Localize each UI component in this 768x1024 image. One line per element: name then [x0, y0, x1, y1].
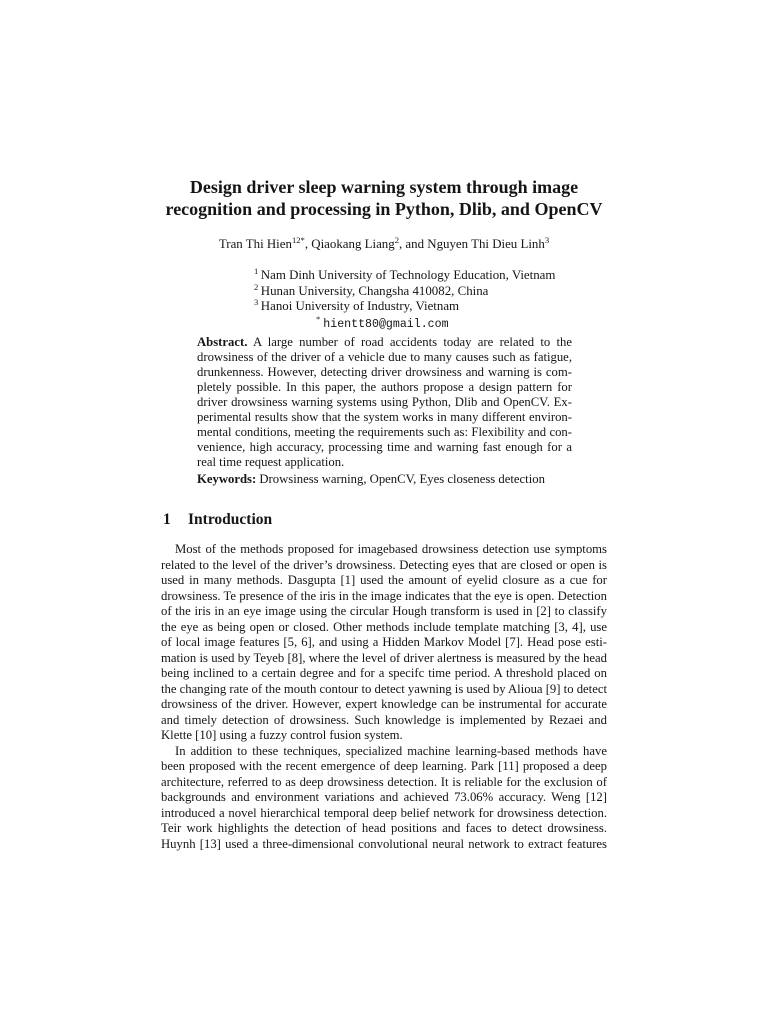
- affiliation-mark: 1: [254, 266, 259, 276]
- affiliation-text: Nam Dinh University of Technology Education, Vietnam: [260, 268, 556, 282]
- body-line: introduced a novel hierarchical temporal deep belief network for drowsiness detection.: [161, 805, 607, 820]
- abstract-line: real time request application.: [197, 455, 345, 469]
- author-separator: , and: [398, 237, 428, 251]
- corresponding-email: [316, 316, 449, 333]
- affiliation: [254, 268, 555, 284]
- abstract-line: driver drowsiness warning systems using Python, Dlib and OpenCV. Ex-: [197, 395, 572, 409]
- affiliation-text: Hunan University, Changsha 410082, China: [260, 283, 489, 298]
- section-title: Introduction: [188, 511, 273, 528]
- body-line: In addition to these techniques, specialized machine learning-based methods have: [175, 743, 607, 758]
- body-line: used in many methods. Dasgupta [1] used the amount of eyelid closure as a cue for: [161, 573, 607, 587]
- body-line: mation is used by Teyeb [8], where the level of driver alertness is measured by the head: [161, 650, 607, 665]
- author-list: [161, 237, 607, 253]
- body-line: Teir work highlights the detection of head positions and faces to detect drowsiness.: [161, 821, 607, 835]
- body-line: drowsiness of the driver. However, expert knowledge can be instrumental for accurate: [161, 697, 607, 711]
- body-line: of the iris in an eye image using the circular Hough transform is used in [2] to classify: [161, 604, 607, 618]
- abstract-label: Abstract.: [197, 335, 248, 349]
- abstract: [197, 335, 572, 470]
- paragraph: [161, 744, 607, 853]
- section-heading: [163, 511, 272, 529]
- keywords-label: Keywords:: [197, 472, 257, 486]
- section-number: 1: [163, 511, 171, 528]
- body-line: architecture, referred to as deep drowsiness detection. It is reliable for the exclusion of: [161, 774, 607, 789]
- body-line: and timely detection of drowsiness. Such knowledge is implemented by Rezaei and: [161, 712, 607, 727]
- title-line: Design driver sleep warning system through image: [189, 177, 579, 197]
- affiliation: [254, 299, 555, 315]
- abstract-line: pletely possible. In this paper, the authors propose a design pattern for: [197, 380, 572, 394]
- abstract-line: mental conditions, meeting the requirements such as: Flexibility and con-: [197, 425, 572, 439]
- body-line: being inclined to a certain degree and for a specifc time period. A threshold placed on: [161, 666, 607, 680]
- affiliation-text: Hanoi University of Industry, Vietnam: [260, 299, 460, 313]
- paragraph: [161, 542, 607, 744]
- author-affiliation-mark: 3: [544, 235, 550, 245]
- abstract-line: drunkenness. However, detecting driver drowsiness and warning is com-: [197, 365, 572, 379]
- affiliation-mark: 2: [254, 281, 259, 292]
- abstract-line: perimental results show that the system works in many different environ-: [197, 410, 572, 424]
- keywords-text: Drowsiness warning, OpenCV, Eyes closeness detection: [259, 472, 545, 486]
- author-name: Qiaokang Liang: [311, 237, 395, 251]
- section-body: [161, 542, 607, 852]
- author-name: Tran Thi Hien: [218, 237, 292, 251]
- body-line: Huynh [13] used a three-dimensional convolutional neural network to extract features: [161, 836, 607, 851]
- body-line: of local image features [5, 6], and using a Hidden Markov Model [7]. Head pose esti-: [161, 635, 607, 649]
- abstract-line: drowsiness of the driver of a vehicle due to many causes such as fatigue,: [197, 350, 572, 364]
- affiliation: [254, 281, 555, 300]
- abstract-lines: [197, 350, 572, 470]
- keywords: [197, 472, 572, 487]
- email-address: hientt80@gmail.com: [323, 318, 449, 331]
- body-line: the eye as being open or closed. Other methods include template matching [3, 4], use: [161, 619, 607, 634]
- author-name: Nguyen Thi Dieu Linh: [427, 237, 545, 251]
- abstract-text: A large number of road accidents today are related to the: [252, 335, 573, 349]
- title-line: recognition and processing in Python, Dlib, and OpenCV: [165, 199, 603, 219]
- affiliation-mark: 3: [254, 297, 259, 307]
- affiliation-list: [254, 268, 555, 315]
- body-line: backgrounds and environment variations and achieved 73.06% accuracy. Weng [12]: [161, 790, 607, 804]
- author-affiliation-mark: 12*: [291, 235, 305, 245]
- author-separator: ,: [304, 237, 312, 251]
- corresponding-author-mark: *: [316, 314, 321, 324]
- body-line: been proposed with the recent emergence of deep learning. Park [11] proposed a deep: [161, 759, 607, 773]
- body-line: Klette [10] using a fuzzy control fusion system.: [161, 728, 403, 742]
- body-line: drowsiness. Te presence of the iris in the image indicates that the eye is open. Detection: [161, 588, 607, 603]
- abstract-line: venience, high accuracy, processing time and warning fast enough for a: [197, 440, 572, 454]
- body-line: Most of the methods proposed for imagebased drowsiness detection use symptoms: [175, 542, 607, 556]
- body-line: related to the level of the driver’s drowsiness. Detecting eyes that are closed or open is: [161, 557, 607, 572]
- abstract-line: [197, 335, 572, 350]
- author-affiliation-mark: 2: [394, 235, 399, 245]
- paper-title: [161, 176, 607, 220]
- body-line: the changing rate of the mouth contour to detect yawning is used by Alioua [9] to detect: [161, 681, 607, 696]
